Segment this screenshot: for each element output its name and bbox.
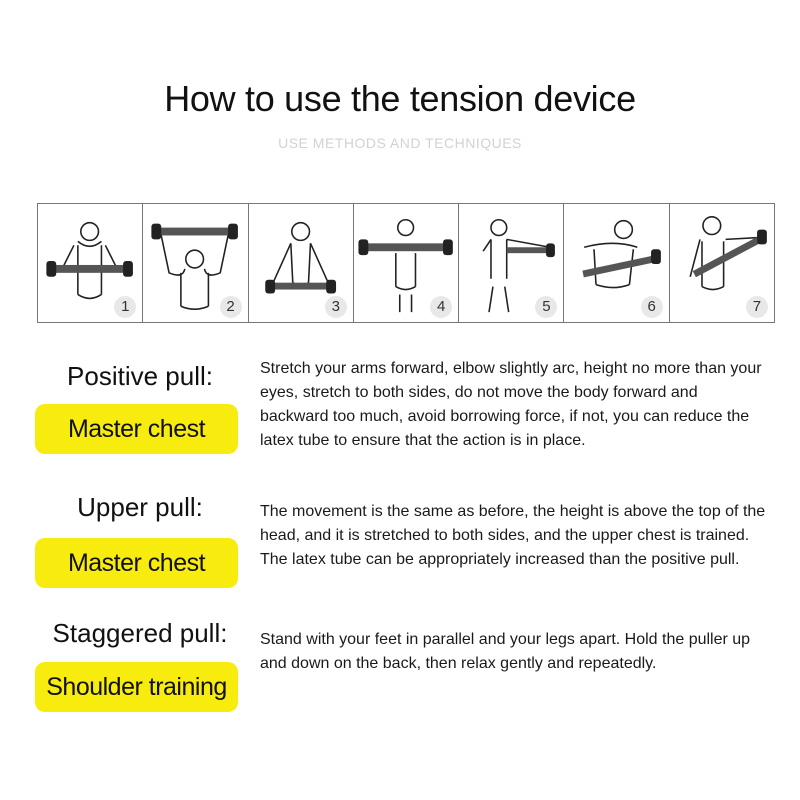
section-tag-master-chest: Master chest (35, 404, 238, 454)
exercise-illustration-strip (37, 203, 775, 323)
step-number: 3 (325, 296, 347, 318)
section-label-upper-pull: Upper pull: (77, 492, 203, 522)
exercise-panel-5 (458, 204, 563, 322)
exercise-panel-7 (669, 204, 775, 322)
section-tag-shoulder-training: Shoulder training (35, 662, 238, 712)
step-number: 7 (746, 296, 768, 318)
step-number: 5 (535, 296, 557, 318)
page-subtitle: USE METHODS AND TECHNIQUES (278, 135, 522, 151)
step-number: 2 (220, 296, 242, 318)
step-number: 6 (641, 296, 663, 318)
section-tag-master-chest: Master chest (35, 538, 238, 588)
exercise-panel-4 (353, 204, 458, 322)
section-description-upper-pull: The movement is the same as before, the height is above the top of the head, and it is stretched to both sides, and the upper chest is trained. The latex tube can be appropriately increased than the positive pull. (260, 503, 766, 568)
section-description-positive-pull: Stretch your arms forward, elbow slightly arc, height no more than your eyes, stretch to both sides, do not move the body forward and backward too much, avoid borrowing force, if not, you can reduce the latex tube to ensure that the action is in place. (260, 360, 762, 449)
section-label-staggered-pull: Staggered pull: (52, 618, 228, 648)
exercise-panel-2 (142, 204, 247, 322)
step-number: 4 (430, 296, 452, 318)
step-number: 1 (114, 296, 136, 318)
section-description-staggered-pull: Stand with your feet in parallel and your legs apart. Hold the puller up and down on the back, then relax gently and repeatedly. (260, 631, 751, 672)
page-title: How to use the tension device (164, 78, 636, 119)
exercise-panel-1 (37, 204, 142, 322)
section-label-positive-pull: Positive pull: (67, 361, 213, 391)
exercise-panel-3 (248, 204, 353, 322)
exercise-panel-6 (563, 204, 668, 322)
